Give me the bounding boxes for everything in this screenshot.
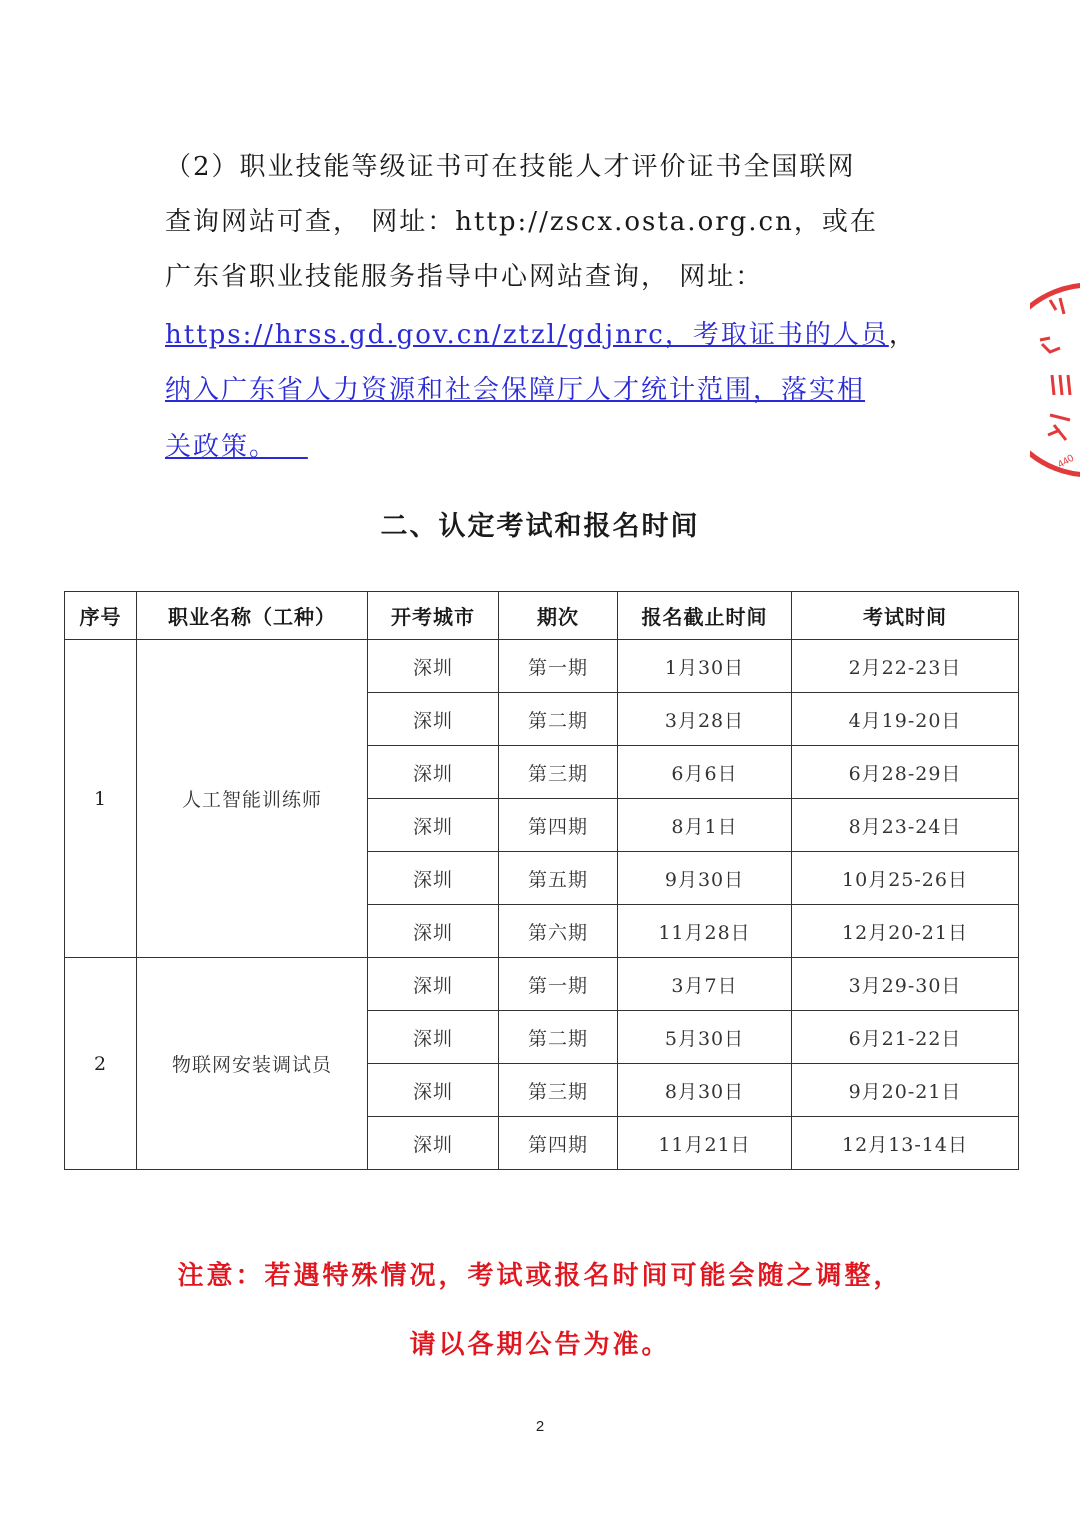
page-number: 2	[535, 1418, 545, 1435]
exam-schedule-table	[64, 591, 1019, 1170]
exam-time-cell: 3月29-30日	[792, 958, 1019, 1011]
notice-line-1: 注意：若遇特殊情况，考试或报名时间可能会随之调整，	[177, 1261, 903, 1291]
deadline-cell: 6月6日	[618, 746, 792, 799]
paragraph-line-2: 查询网站可查， 网址：http://zscx.osta.org.cn，或在	[165, 207, 878, 237]
exam-time-cell: 4月19-20日	[792, 693, 1019, 746]
deadline-cell: 8月30日	[618, 1064, 792, 1117]
exam-time-cell: 8月23-24日	[792, 799, 1019, 852]
header-city: 开考城市	[368, 592, 499, 640]
period-cell: 第一期	[499, 958, 618, 1011]
header-no: 序号	[65, 592, 137, 640]
deadline-cell: 3月28日	[618, 693, 792, 746]
table-row	[65, 640, 1019, 693]
city-cell: 深圳	[368, 1117, 499, 1170]
paragraph-line-1: （2）职业技能等级证书可在技能人才评价证书全国联网	[165, 152, 856, 182]
deadline-cell: 5月30日	[618, 1011, 792, 1064]
exam-time-cell: 10月25-26日	[792, 852, 1019, 905]
table-row	[65, 958, 1019, 1011]
city-cell: 深圳	[368, 640, 499, 693]
period-cell: 第四期	[499, 1117, 618, 1170]
deadline-cell: 11月28日	[618, 905, 792, 958]
period-cell: 第三期	[499, 746, 618, 799]
table-header-row	[65, 592, 1019, 640]
seal-number: 440	[1056, 452, 1076, 471]
exam-time-cell: 6月28-29日	[792, 746, 1019, 799]
notice-line-2: 请以各期公告为准。	[409, 1330, 671, 1360]
deadline-cell: 8月1日	[618, 799, 792, 852]
row-number: 2	[65, 958, 137, 1170]
city-cell: 深圳	[368, 852, 499, 905]
city-cell: 深圳	[368, 746, 499, 799]
link-line-1[interactable]	[165, 314, 917, 351]
period-cell: 第二期	[499, 1011, 618, 1064]
period-cell: 第五期	[499, 852, 618, 905]
city-cell: 深圳	[368, 1011, 499, 1064]
deadline-cell: 11月21日	[618, 1117, 792, 1170]
period-cell: 第六期	[499, 905, 618, 958]
occupation-name: 物联网安装调试员	[137, 958, 368, 1170]
official-seal-fragment	[1030, 280, 1080, 480]
period-cell: 第三期	[499, 1064, 618, 1117]
header-exam-time: 考试时间	[792, 592, 1019, 640]
link-tail-comma: ，	[888, 320, 917, 350]
link-line-2[interactable]: 纳入广东省人力资源和社会保障厅人才统计范围，落实相	[165, 375, 866, 405]
link-line-3-text[interactable]: 关政策。	[165, 432, 278, 462]
period-cell: 第四期	[499, 799, 618, 852]
exam-time-cell: 12月13-14日	[792, 1117, 1019, 1170]
exam-time-cell: 6月21-22日	[792, 1011, 1019, 1064]
period-cell: 第一期	[499, 640, 618, 693]
exam-time-cell: 9月20-21日	[792, 1064, 1019, 1117]
city-cell: 深圳	[368, 693, 499, 746]
city-cell: 深圳	[368, 958, 499, 1011]
city-cell: 深圳	[368, 905, 499, 958]
city-cell: 深圳	[368, 1064, 499, 1117]
period-cell: 第二期	[499, 693, 618, 746]
header-deadline: 报名截止时间	[618, 592, 792, 640]
deadline-cell: 1月30日	[618, 640, 792, 693]
exam-time-cell: 12月20-21日	[792, 905, 1019, 958]
city-cell: 深圳	[368, 799, 499, 852]
deadline-cell: 3月7日	[618, 958, 792, 1011]
paragraph-line-3: 广东省职业技能服务指导中心网站查询， 网址：	[165, 262, 764, 292]
exam-time-cell: 2月22-23日	[792, 640, 1019, 693]
occupation-name: 人工智能训练师	[137, 640, 368, 958]
link-url-text[interactable]: https://hrss.gd.gov.cn/ztzl/gdjnrc，考取证书的人员	[165, 320, 889, 350]
link-line-3[interactable]	[165, 426, 308, 463]
header-period: 期次	[499, 592, 618, 640]
header-occupation: 职业名称（工种）	[137, 592, 368, 640]
row-number: 1	[65, 640, 137, 958]
deadline-cell: 9月30日	[618, 852, 792, 905]
section-heading: 二、认定考试和报名时间	[380, 511, 700, 542]
